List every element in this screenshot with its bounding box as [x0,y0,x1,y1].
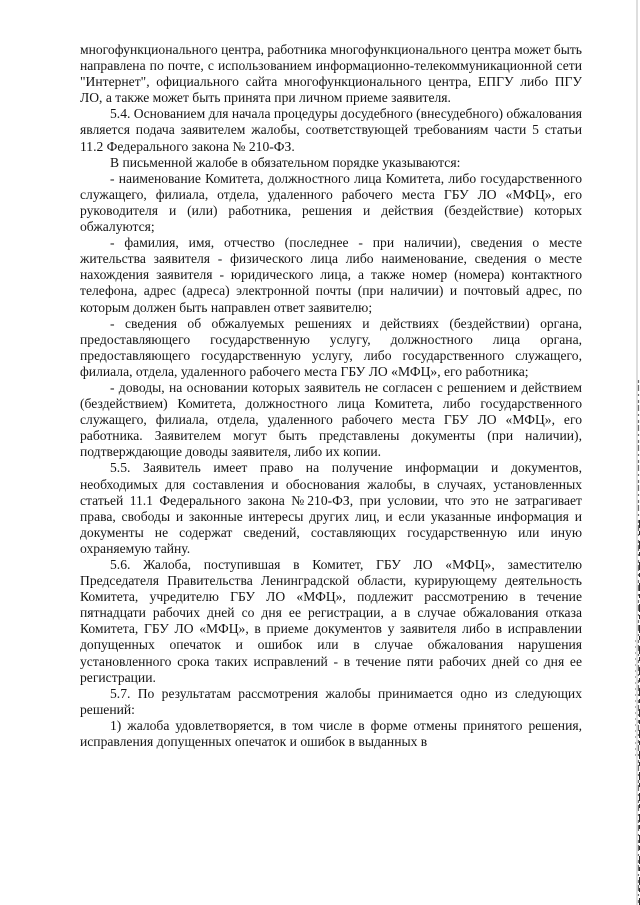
scan-edge-artifact [626,0,640,905]
paragraph-5-6: 5.6. Жалоба, поступившая в Комитет, ГБУ ЛО «МФЦ», заместителю Председателя Правительства Ленинградской области, курирующему деятельность Комитета, учредителю ГБУ ЛО «МФЦ», подлежит рассмотрению в течение пятнадцати рабочих дней со дня ее регистрации, а в случае обжалования отказа Комитета, ГБУ ЛО «МФЦ», в приеме документов у заявителя либо в исправлении допущенных опечаток и ошибок или в случае обжалования нарушения установленного срока таких исправлений - в течение пяти рабочих дней со дня ее регистрации. [80,557,582,685]
list-item-arguments: - доводы, на основании которых заявитель не согласен с решением и действием (бездействием) Комитета, должностного лица Комитета, либо государственного служащего, филиала, отдела, удаленного рабочего места ГБУ ЛО «МФЦ», его работника. Заявителем могут быть представлены документы (при наличии), подтверждающие доводы заявителя, либо их копии. [80,379,582,460]
paragraph-5-5: 5.5. Заявитель имеет право на получение информации и документов, необходимых для составления и обоснования жалобы, в случаях, установленных статьей 11.1 Федерального закона №210-ФЗ, при условии, что это не затрагивает права, свободы и законные интересы других лиц, и если указанные информация и документы не содержат сведений, составляющих государственную или иную охраняемую тайну. [80,460,582,556]
paragraph-5-7: 5.7. По результатам рассмотрения жалобы принимается одно из следующих решений: [80,685,582,717]
document-body [80,42,582,750]
paragraph-continuation: многофункционального центра, работника многофункционального центра может быть направлена по почте, с использованием информационно-телекоммуникационной сети "Интернет", официального сайта многофункционального центра, ЕПГУ либо ПГУ ЛО, а также может быть принята при личном приеме заявителя. [80,42,582,106]
list-item-applicant-details: - фамилия, имя, отчество (последнее - при наличии), сведения о месте жительства заявителя - физического лица либо наименование, сведения о месте нахождения заявителя - юридического лица, а также номер (номера) контактного телефона, адрес (адреса) электронной почты (при наличии) и почтовый адрес, по которым должен быть направлен ответ заявителю; [80,235,582,315]
paragraph-complaint-intro: В письменной жалобе в обязательном порядке указываются: [110,154,461,170]
list-item-committee-name: - наименование Комитета, должностного лица Комитета, либо государственного служащего, филиала, отдела, удаленного рабочего места ГБУ ЛО «МФЦ», его руководителя и (или) работника, решения и действия (бездействие) которых обжалуются; [80,170,582,235]
list-item-appealed-decisions: - сведения об обжалуемых решениях и действиях (бездействии) органа, предоставляющего государственную услугу, должностного лица органа, предоставляющего государственную услугу, либо государственного служащего, филиала, отдела, удаленного рабочего места ГБУ ЛО «МФЦ», его работника; [80,315,582,379]
paragraph-decision-1: 1) жалоба удовлетворяется, в том числе в форме отмены принятого решения, исправления допущенных опечаток и ошибок в выданных в [80,717,582,750]
paragraph-5-4: 5.4. Основанием для начала процедуры досудебного (внесудебного) обжалования является подача заявителем жалобы, соответствующей требованиям части 5 статьи 11.2 Федерального закона № 210-ФЗ. [80,106,583,154]
